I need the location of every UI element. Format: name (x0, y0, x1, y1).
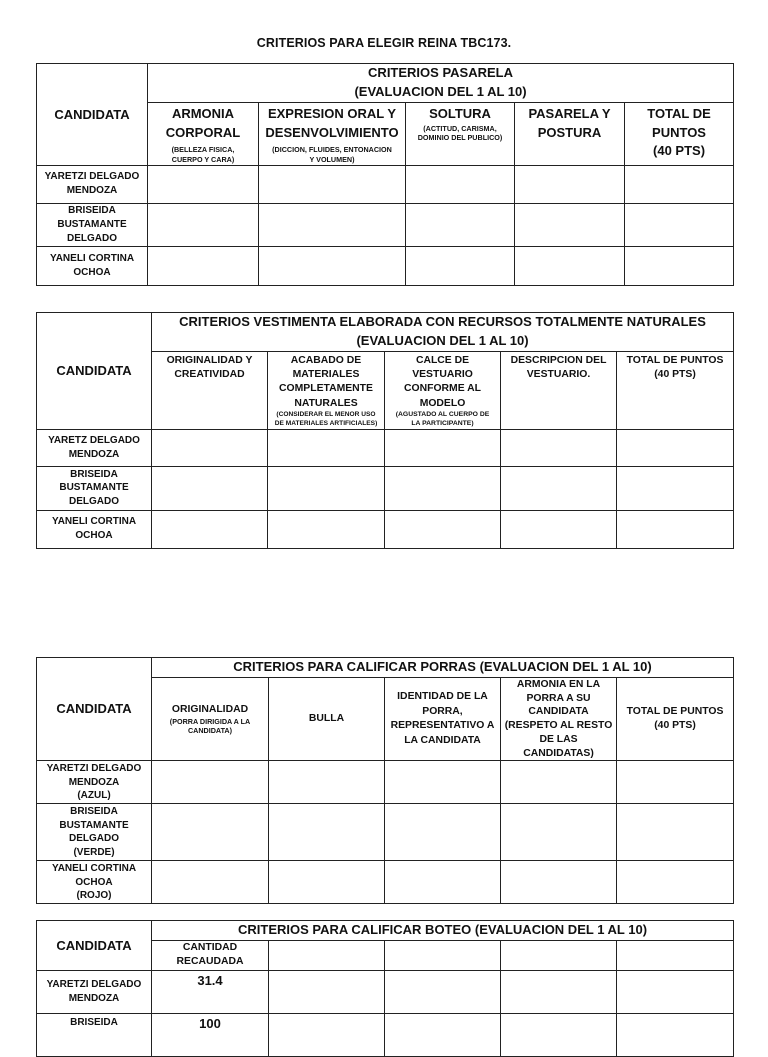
col-cantidad-recaudada: CANTIDAD RECAUDADA (152, 941, 269, 971)
score-cell[interactable] (501, 970, 617, 1013)
vestimenta-title: CRITERIOS VESTIMENTA ELABORADA CON RECURSOS TOTALMENTE NATURALES (EVALUACION DEL 1 AL 10) (152, 313, 734, 352)
score-cell[interactable] (501, 861, 617, 904)
porras-table (36, 657, 734, 904)
amount-value[interactable]: 31.4 (152, 970, 269, 1013)
score-cell[interactable] (259, 203, 406, 246)
score-cell[interactable] (625, 246, 734, 285)
score-cell[interactable] (501, 466, 617, 510)
score-cell[interactable] (617, 1013, 734, 1056)
amount-value[interactable]: 100 (152, 1013, 269, 1056)
score-cell[interactable] (515, 203, 625, 246)
table-row (37, 429, 734, 466)
table-row (37, 1013, 734, 1056)
score-cell[interactable] (385, 466, 501, 510)
boteo-title: CRITERIOS PARA CALIFICAR BOTEO (EVALUACION DEL 1 AL 10) (152, 921, 734, 941)
pasarela-table (36, 63, 734, 286)
candidata-header: CANDIDATA (37, 64, 148, 166)
score-cell[interactable] (269, 804, 385, 861)
score-cell[interactable] (148, 165, 259, 203)
score-cell[interactable] (501, 1013, 617, 1056)
score-cell[interactable] (617, 429, 734, 466)
col-originalidad: ORIGINALIDAD (PORRA DIRIGIDA A LA CANDIDATA) (152, 678, 269, 761)
score-cell[interactable] (269, 861, 385, 904)
score-cell[interactable] (501, 510, 617, 548)
vestimenta-table (36, 312, 734, 549)
candidata-header: CANDIDATA (37, 313, 152, 430)
col-total-puntos: TOTAL DE PUNTOS (40 PTS) (617, 351, 734, 429)
score-cell[interactable] (501, 429, 617, 466)
col-soltura: SOLTURA (ACTITUD, CARISMA, DOMINIO DEL PUBLICO) (406, 102, 515, 165)
candidate-name: BRISEIDA BUSTAMANTE DELGADO (37, 466, 152, 510)
score-cell[interactable] (269, 970, 385, 1013)
col-total-puntos: TOTAL DE PUNTOS (40 PTS) (617, 678, 734, 761)
score-cell[interactable] (385, 429, 501, 466)
empty-header-cell (501, 941, 617, 971)
boteo-table (36, 920, 734, 1057)
candidate-name: BRISEIDA BUSTAMANTE DELGADO (VERDE) (37, 804, 152, 861)
col-armonia-porra: ARMONIA EN LA PORRA A SU CANDIDATA (RESPETO AL RESTO DE LAS CANDIDATAS) (501, 678, 617, 761)
score-cell[interactable] (385, 1013, 501, 1056)
table-row (37, 246, 734, 285)
candidate-name: BRISEIDA BUSTAMANTE DELGADO (37, 203, 148, 246)
table-row (37, 165, 734, 203)
score-cell[interactable] (385, 510, 501, 548)
score-cell[interactable] (625, 203, 734, 246)
score-cell[interactable] (148, 203, 259, 246)
col-total-puntos: TOTAL DE PUNTOS (40 PTS) (625, 102, 734, 165)
col-pasarela-postura: PASARELA Y POSTURA (515, 102, 625, 165)
score-cell[interactable] (268, 429, 385, 466)
table-row (37, 761, 734, 804)
score-cell[interactable] (617, 804, 734, 861)
score-cell[interactable] (406, 246, 515, 285)
score-cell[interactable] (152, 861, 269, 904)
table-row (37, 804, 734, 861)
table-row (37, 861, 734, 904)
score-cell[interactable] (625, 165, 734, 203)
score-cell[interactable] (259, 246, 406, 285)
table-row (37, 466, 734, 510)
empty-header-cell (617, 941, 734, 971)
candidate-name: BRISEIDA (37, 1013, 152, 1056)
score-cell[interactable] (406, 203, 515, 246)
score-cell[interactable] (268, 466, 385, 510)
score-cell[interactable] (269, 761, 385, 804)
candidate-name: YARETZI DELGADO MENDOZA (37, 970, 152, 1013)
score-cell[interactable] (501, 804, 617, 861)
score-cell[interactable] (152, 761, 269, 804)
score-cell[interactable] (259, 165, 406, 203)
score-cell[interactable] (406, 165, 515, 203)
candidata-header: CANDIDATA (37, 658, 152, 761)
empty-header-cell (385, 941, 501, 971)
col-descripcion-vestuario: DESCRIPCION DEL VESTUARIO. (501, 351, 617, 429)
candidate-name: YANELI CORTINA OCHOA (ROJO) (37, 861, 152, 904)
table-row (37, 510, 734, 548)
porras-title: CRITERIOS PARA CALIFICAR PORRAS (EVALUACION DEL 1 AL 10) (152, 658, 734, 678)
score-cell[interactable] (617, 861, 734, 904)
score-cell[interactable] (501, 761, 617, 804)
score-cell[interactable] (617, 510, 734, 548)
col-originalidad-creatividad: ORIGINALIDAD Y CREATIVIDAD (152, 351, 268, 429)
score-cell[interactable] (617, 761, 734, 804)
score-cell[interactable] (385, 761, 501, 804)
document-title: CRITERIOS PARA ELEGIR REINA TBC173. (256, 36, 512, 50)
score-cell[interactable] (617, 466, 734, 510)
candidate-name: YANELI CORTINA OCHOA (37, 510, 152, 548)
score-cell[interactable] (515, 246, 625, 285)
col-expresion-oral: EXPRESION ORAL Y DESENVOLVIMIENTO (DICCION, FLUIDES, ENTONACION Y VOLUMEN) (259, 102, 406, 165)
score-cell[interactable] (152, 429, 268, 466)
score-cell[interactable] (385, 970, 501, 1013)
score-cell[interactable] (515, 165, 625, 203)
col-calce-vestuario: CALCE DE VESTUARIO CONFORME AL MODELO (AGUSTADO AL CUERPO DE LA PARTICIPANTE) (385, 351, 501, 429)
score-cell[interactable] (385, 804, 501, 861)
score-cell[interactable] (268, 510, 385, 548)
col-armonia-corporal: ARMONIA CORPORAL (BELLEZA FISICA, CUERPO Y CARA) (148, 102, 259, 165)
score-cell[interactable] (152, 510, 268, 548)
candidate-name: YARETZI DELGADO MENDOZA (37, 165, 148, 203)
score-cell[interactable] (617, 970, 734, 1013)
candidate-name: YARETZ DELGADO MENDOZA (37, 429, 152, 466)
table-row (37, 203, 734, 246)
score-cell[interactable] (269, 1013, 385, 1056)
score-cell[interactable] (152, 804, 269, 861)
score-cell[interactable] (152, 466, 268, 510)
col-identidad-porra: IDENTIDAD DE LA PORRA, REPRESENTATIVO A LA CANDIDATA (385, 678, 501, 761)
col-acabado-materiales: ACABADO DE MATERIALES COMPLETAMENTE NATURALES (CONSIDERAR EL MENOR USO DE MATERIALES ARTIFICIALES) (268, 351, 385, 429)
candidate-name: YANELI CORTINA OCHOA (37, 246, 148, 285)
empty-header-cell (269, 941, 385, 971)
candidate-name: YARETZI DELGADO MENDOZA (AZUL) (37, 761, 152, 804)
score-cell[interactable] (148, 246, 259, 285)
score-cell[interactable] (385, 861, 501, 904)
candidata-header: CANDIDATA (37, 921, 152, 971)
col-bulla: BULLA (269, 678, 385, 761)
table-row (37, 970, 734, 1013)
pasarela-title: CRITERIOS PASARELA (EVALUACION DEL 1 AL 10) (148, 64, 734, 103)
